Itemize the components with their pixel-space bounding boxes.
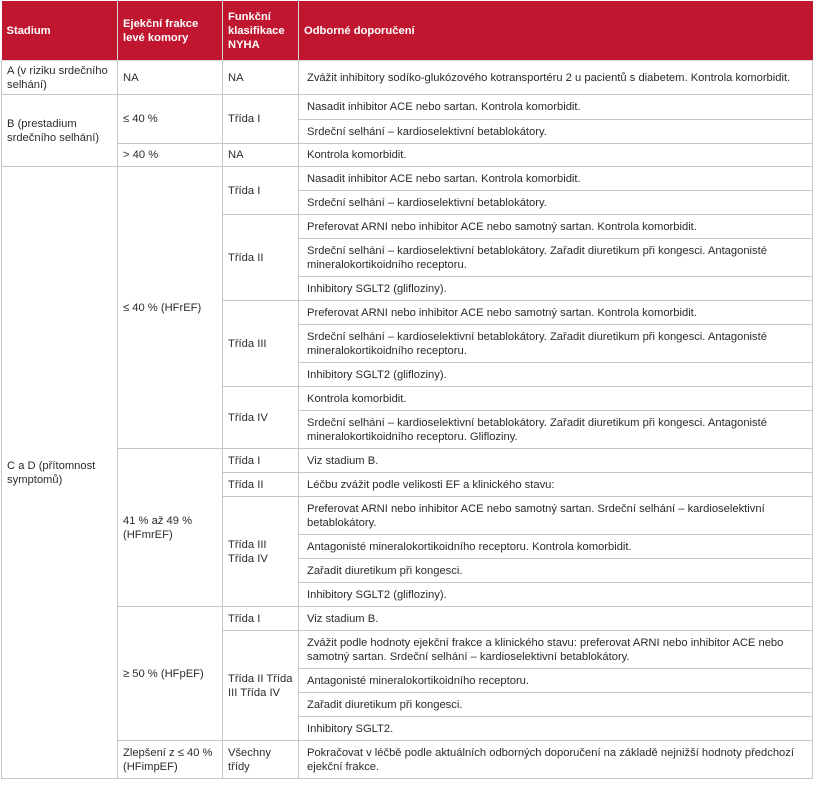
- recommendation-cell: Srdeční selhání – kardioselektivní betablokátory. Zařadit diuretikum při kongesci. Antagonisté mineralokortikoidního receptoru.: [299, 325, 813, 363]
- stage-cell: A (v riziku srdečního selhání): [2, 61, 118, 95]
- recommendation-cell: Kontrola komorbidit.: [299, 144, 813, 167]
- stage-cell: C a D (přítomnost symptomů): [2, 167, 118, 779]
- table-row: [2, 741, 813, 779]
- nyha-cell: NA: [223, 144, 299, 167]
- recommendation-cell: Léčbu zvážit podle velikosti EF a klinického stavu:: [299, 473, 813, 497]
- header-nyha: Funkční klasifikace NYHA: [223, 1, 299, 61]
- table-header-row: [2, 1, 813, 61]
- recommendation-cell: Inhibitory SGLT2 (glifloziny).: [299, 363, 813, 387]
- nyha-cell: Třída IV: [223, 387, 299, 449]
- recommendation-cell: Preferovat ARNI nebo inhibitor ACE nebo samotný sartan. Srdeční selhání – kardioselektivní betablokátory.: [299, 497, 813, 535]
- nyha-cell: Třída III Třída IV: [223, 497, 299, 607]
- recommendation-cell: Srdeční selhání – kardioselektivní betablokátory.: [299, 191, 813, 215]
- recommendation-cell: Inhibitory SGLT2 (glifloziny).: [299, 277, 813, 301]
- recommendation-table: [1, 1, 813, 779]
- recommendation-cell: Srdeční selhání – kardioselektivní betablokátory. Zařadit diuretikum při kongesci. Antagonisté mineralokortikoidního receptoru. Glifloziny.: [299, 411, 813, 449]
- recommendation-cell: Zvážit podle hodnoty ejekční frakce a klinického stavu: preferovat ARNI nebo inhibitor ACE nebo samotný sartan. Srdeční selhání – kardioselektivní betablokátory.: [299, 631, 813, 669]
- nyha-cell: Třída I: [223, 607, 299, 631]
- recommendation-cell: Viz stadium B.: [299, 449, 813, 473]
- table-row: [2, 95, 813, 120]
- table-row: [2, 449, 813, 473]
- table-row: [2, 61, 813, 95]
- ef-cell: ≤ 40 % (HFrEF): [118, 167, 223, 449]
- recommendation-cell: Zařadit diuretikum při kongesci.: [299, 693, 813, 717]
- recommendation-cell: Zařadit diuretikum při kongesci.: [299, 559, 813, 583]
- nyha-cell: Třída I: [223, 167, 299, 215]
- table-row: [2, 167, 813, 191]
- nyha-cell: Třída III: [223, 301, 299, 387]
- header-ef: Ejekční frakce levé komory: [118, 1, 223, 61]
- ef-cell: 41 % až 49 % (HFmrEF): [118, 449, 223, 607]
- stage-cell: B (prestadium srdečního selhání): [2, 95, 118, 167]
- recommendation-cell: Viz stadium B.: [299, 607, 813, 631]
- table-row: [2, 144, 813, 167]
- recommendation-cell: Antagonisté mineralokortikoidního receptoru.: [299, 669, 813, 693]
- recommendation-cell: Zvážit inhibitory sodíko-glukózového kotransportéru 2 u pacientů s diabetem. Kontrola komorbidit.: [299, 61, 813, 95]
- recommendation-cell: Preferovat ARNI nebo inhibitor ACE nebo samotný sartan. Kontrola komorbidit.: [299, 215, 813, 239]
- nyha-cell: Třída I: [223, 95, 299, 144]
- recommendation-cell: Preferovat ARNI nebo inhibitor ACE nebo samotný sartan. Kontrola komorbidit.: [299, 301, 813, 325]
- header-recommendation: Odborné doporučení: [299, 1, 813, 61]
- recommendation-cell: Antagonisté mineralokortikoidního receptoru. Kontrola komorbidit.: [299, 535, 813, 559]
- nyha-cell: Třída II Třída III Třída IV: [223, 631, 299, 741]
- ef-cell: > 40 %: [118, 144, 223, 167]
- nyha-cell: Třída I: [223, 449, 299, 473]
- ef-cell: ≥ 50 % (HFpEF): [118, 607, 223, 741]
- header-stadium: Stadium: [2, 1, 118, 61]
- nyha-cell: NA: [223, 61, 299, 95]
- table-row: [2, 607, 813, 631]
- recommendation-cell: Kontrola komorbidit.: [299, 387, 813, 411]
- ef-cell: Zlepšení z ≤ 40 % (HFimpEF): [118, 741, 223, 779]
- nyha-cell: Třída II: [223, 215, 299, 301]
- recommendation-cell: Inhibitory SGLT2 (glifloziny).: [299, 583, 813, 607]
- ef-cell: NA: [118, 61, 223, 95]
- recommendation-cell: Srdeční selhání – kardioselektivní betablokátory. Zařadit diuretikum při kongesci. Antagonisté mineralokortikoidního receptoru.: [299, 239, 813, 277]
- ef-cell: ≤ 40 %: [118, 95, 223, 144]
- recommendation-cell: Nasadit inhibitor ACE nebo sartan. Kontrola komorbidit.: [299, 95, 813, 120]
- nyha-cell: Třída II: [223, 473, 299, 497]
- recommendation-cell: Nasadit inhibitor ACE nebo sartan. Kontrola komorbidit.: [299, 167, 813, 191]
- nyha-cell: Všechny třídy: [223, 741, 299, 779]
- recommendation-cell: Pokračovat v léčbě podle aktuálních odborných doporučení na základě nejnižší hodnoty předchozí ejekční frakce.: [299, 741, 813, 779]
- recommendation-cell: Srdeční selhání – kardioselektivní betablokátory.: [299, 120, 813, 144]
- recommendation-cell: Inhibitory SGLT2.: [299, 717, 813, 741]
